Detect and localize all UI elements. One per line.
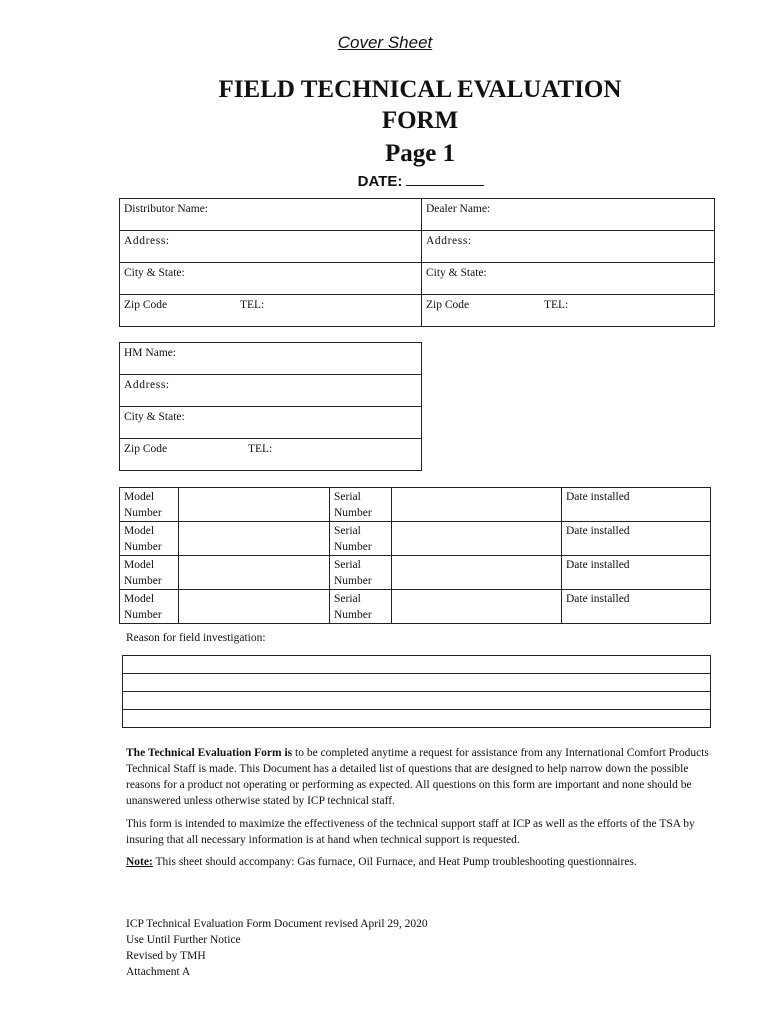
model-number-input[interactable] <box>179 488 330 522</box>
note-label: Note: <box>126 856 153 868</box>
distributor-city-state-field[interactable] <box>120 263 422 295</box>
equipment-row <box>120 522 711 556</box>
date-installed-field[interactable] <box>562 590 711 624</box>
hm-table <box>119 342 422 471</box>
equipment-row <box>120 556 711 590</box>
distributor-address-label: Address: <box>124 235 170 247</box>
dealer-address-label: Address: <box>426 235 472 247</box>
date-installed-label: Date installed <box>566 559 630 571</box>
dealer-name-field[interactable] <box>422 199 715 231</box>
form-title-line2: FORM <box>381 107 459 134</box>
serial-number-input[interactable] <box>392 488 562 522</box>
date-installed-label: Date installed <box>566 525 630 537</box>
intro-paragraph <box>126 745 714 809</box>
date-installed-field[interactable] <box>562 522 711 556</box>
reason-label: Reason for field investigation: <box>126 632 266 644</box>
model-number-label: Model Number <box>120 556 179 590</box>
reason-line[interactable] <box>123 674 711 692</box>
distributor-tel-label: TEL: <box>240 299 265 311</box>
date-line <box>0 173 770 190</box>
form-page-number: Page 1 <box>384 140 456 167</box>
form-title-line1: FIELD TECHNICAL EVALUATION <box>218 76 622 103</box>
hm-city-state-field[interactable] <box>120 407 422 439</box>
hm-zip-tel-field[interactable] <box>120 439 422 471</box>
purpose-paragraph: This form is intended to maximize the effectiveness of the technical support staff at ICP as well as the efforts of the TSA by insuring that all necessary information is at hand when technical support is requested. <box>126 818 695 846</box>
hm-name-label: HM Name: <box>124 347 177 359</box>
dealer-zip-label: Zip Code <box>426 299 470 311</box>
model-number-input[interactable] <box>179 556 330 590</box>
footer-usage: Use Until Further Notice <box>126 934 241 946</box>
hm-city-state-label: City & State: <box>124 411 185 423</box>
date-field[interactable] <box>406 173 484 186</box>
distributor-zip-label: Zip Code <box>124 299 168 311</box>
cover-sheet-heading: Cover Sheet <box>337 33 433 52</box>
dealer-name-label: Dealer Name: <box>426 203 491 215</box>
serial-number-input[interactable] <box>392 522 562 556</box>
distributor-city-state-label: City & State: <box>124 267 185 279</box>
footer-revision: ICP Technical Evaluation Form Document revised April 29, 2020 <box>126 918 428 930</box>
hm-name-field[interactable] <box>120 343 422 375</box>
hm-tel-label: TEL: <box>248 443 273 455</box>
serial-number-input[interactable] <box>392 556 562 590</box>
equipment-row <box>120 590 711 624</box>
footer-revised-by: Revised by TMH <box>126 950 206 962</box>
hm-address-field[interactable] <box>120 375 422 407</box>
date-installed-label: Date installed <box>566 491 630 503</box>
model-number-input[interactable] <box>179 522 330 556</box>
dealer-city-state-field[interactable] <box>422 263 715 295</box>
date-installed-field[interactable] <box>562 556 711 590</box>
footer-block <box>126 916 428 980</box>
intro-text: to be completed anytime a request for assistance from any International Comfort Products Technical Staff is made. This Document has a detailed list of questions that are designed to help narrow down the possible reasons for a product not operating or performing as expected. All questions on this form are important and none should be unanswered unless otherwise stated by ICP technical staff. <box>126 747 709 807</box>
model-number-input[interactable] <box>179 590 330 624</box>
intro-bold-lead: The Technical Evaluation Form is <box>126 747 293 759</box>
equipment-row <box>120 488 711 522</box>
distributor-name-field[interactable] <box>120 199 422 231</box>
equipment-table <box>119 487 711 624</box>
dealer-address-field[interactable] <box>422 231 715 263</box>
serial-number-label: Serial Number <box>330 590 392 624</box>
serial-number-label: Serial Number <box>330 522 392 556</box>
reason-line[interactable] <box>123 692 711 710</box>
footer-attachment: Attachment A <box>126 966 191 978</box>
date-label: DATE: <box>357 173 403 190</box>
reason-lines-table <box>122 655 711 728</box>
date-installed-field[interactable] <box>562 488 711 522</box>
dealer-tel-label: TEL: <box>544 299 569 311</box>
distributor-address-field[interactable] <box>120 231 422 263</box>
note-text: This sheet should accompany: Gas furnace, Oil Furnace, and Heat Pump troubleshooting questionnaires. <box>152 856 637 868</box>
date-installed-label: Date installed <box>566 593 630 605</box>
serial-number-input[interactable] <box>392 590 562 624</box>
model-number-label: Model Number <box>120 488 179 522</box>
serial-number-label: Serial Number <box>330 556 392 590</box>
reason-line[interactable] <box>123 656 711 674</box>
model-number-label: Model Number <box>120 522 179 556</box>
distributor-zip-tel-field[interactable] <box>120 295 422 327</box>
dealer-zip-tel-field[interactable] <box>422 295 715 327</box>
distributor-name-label: Distributor Name: <box>124 203 208 215</box>
distributor-dealer-table <box>119 198 715 327</box>
dealer-city-state-label: City & State: <box>426 267 487 279</box>
reason-line[interactable] <box>123 710 711 728</box>
model-number-label: Model Number <box>120 590 179 624</box>
hm-address-label: Address: <box>124 379 170 391</box>
hm-zip-label: Zip Code <box>124 443 168 455</box>
serial-number-label: Serial Number <box>330 488 392 522</box>
note-paragraph <box>126 854 714 870</box>
